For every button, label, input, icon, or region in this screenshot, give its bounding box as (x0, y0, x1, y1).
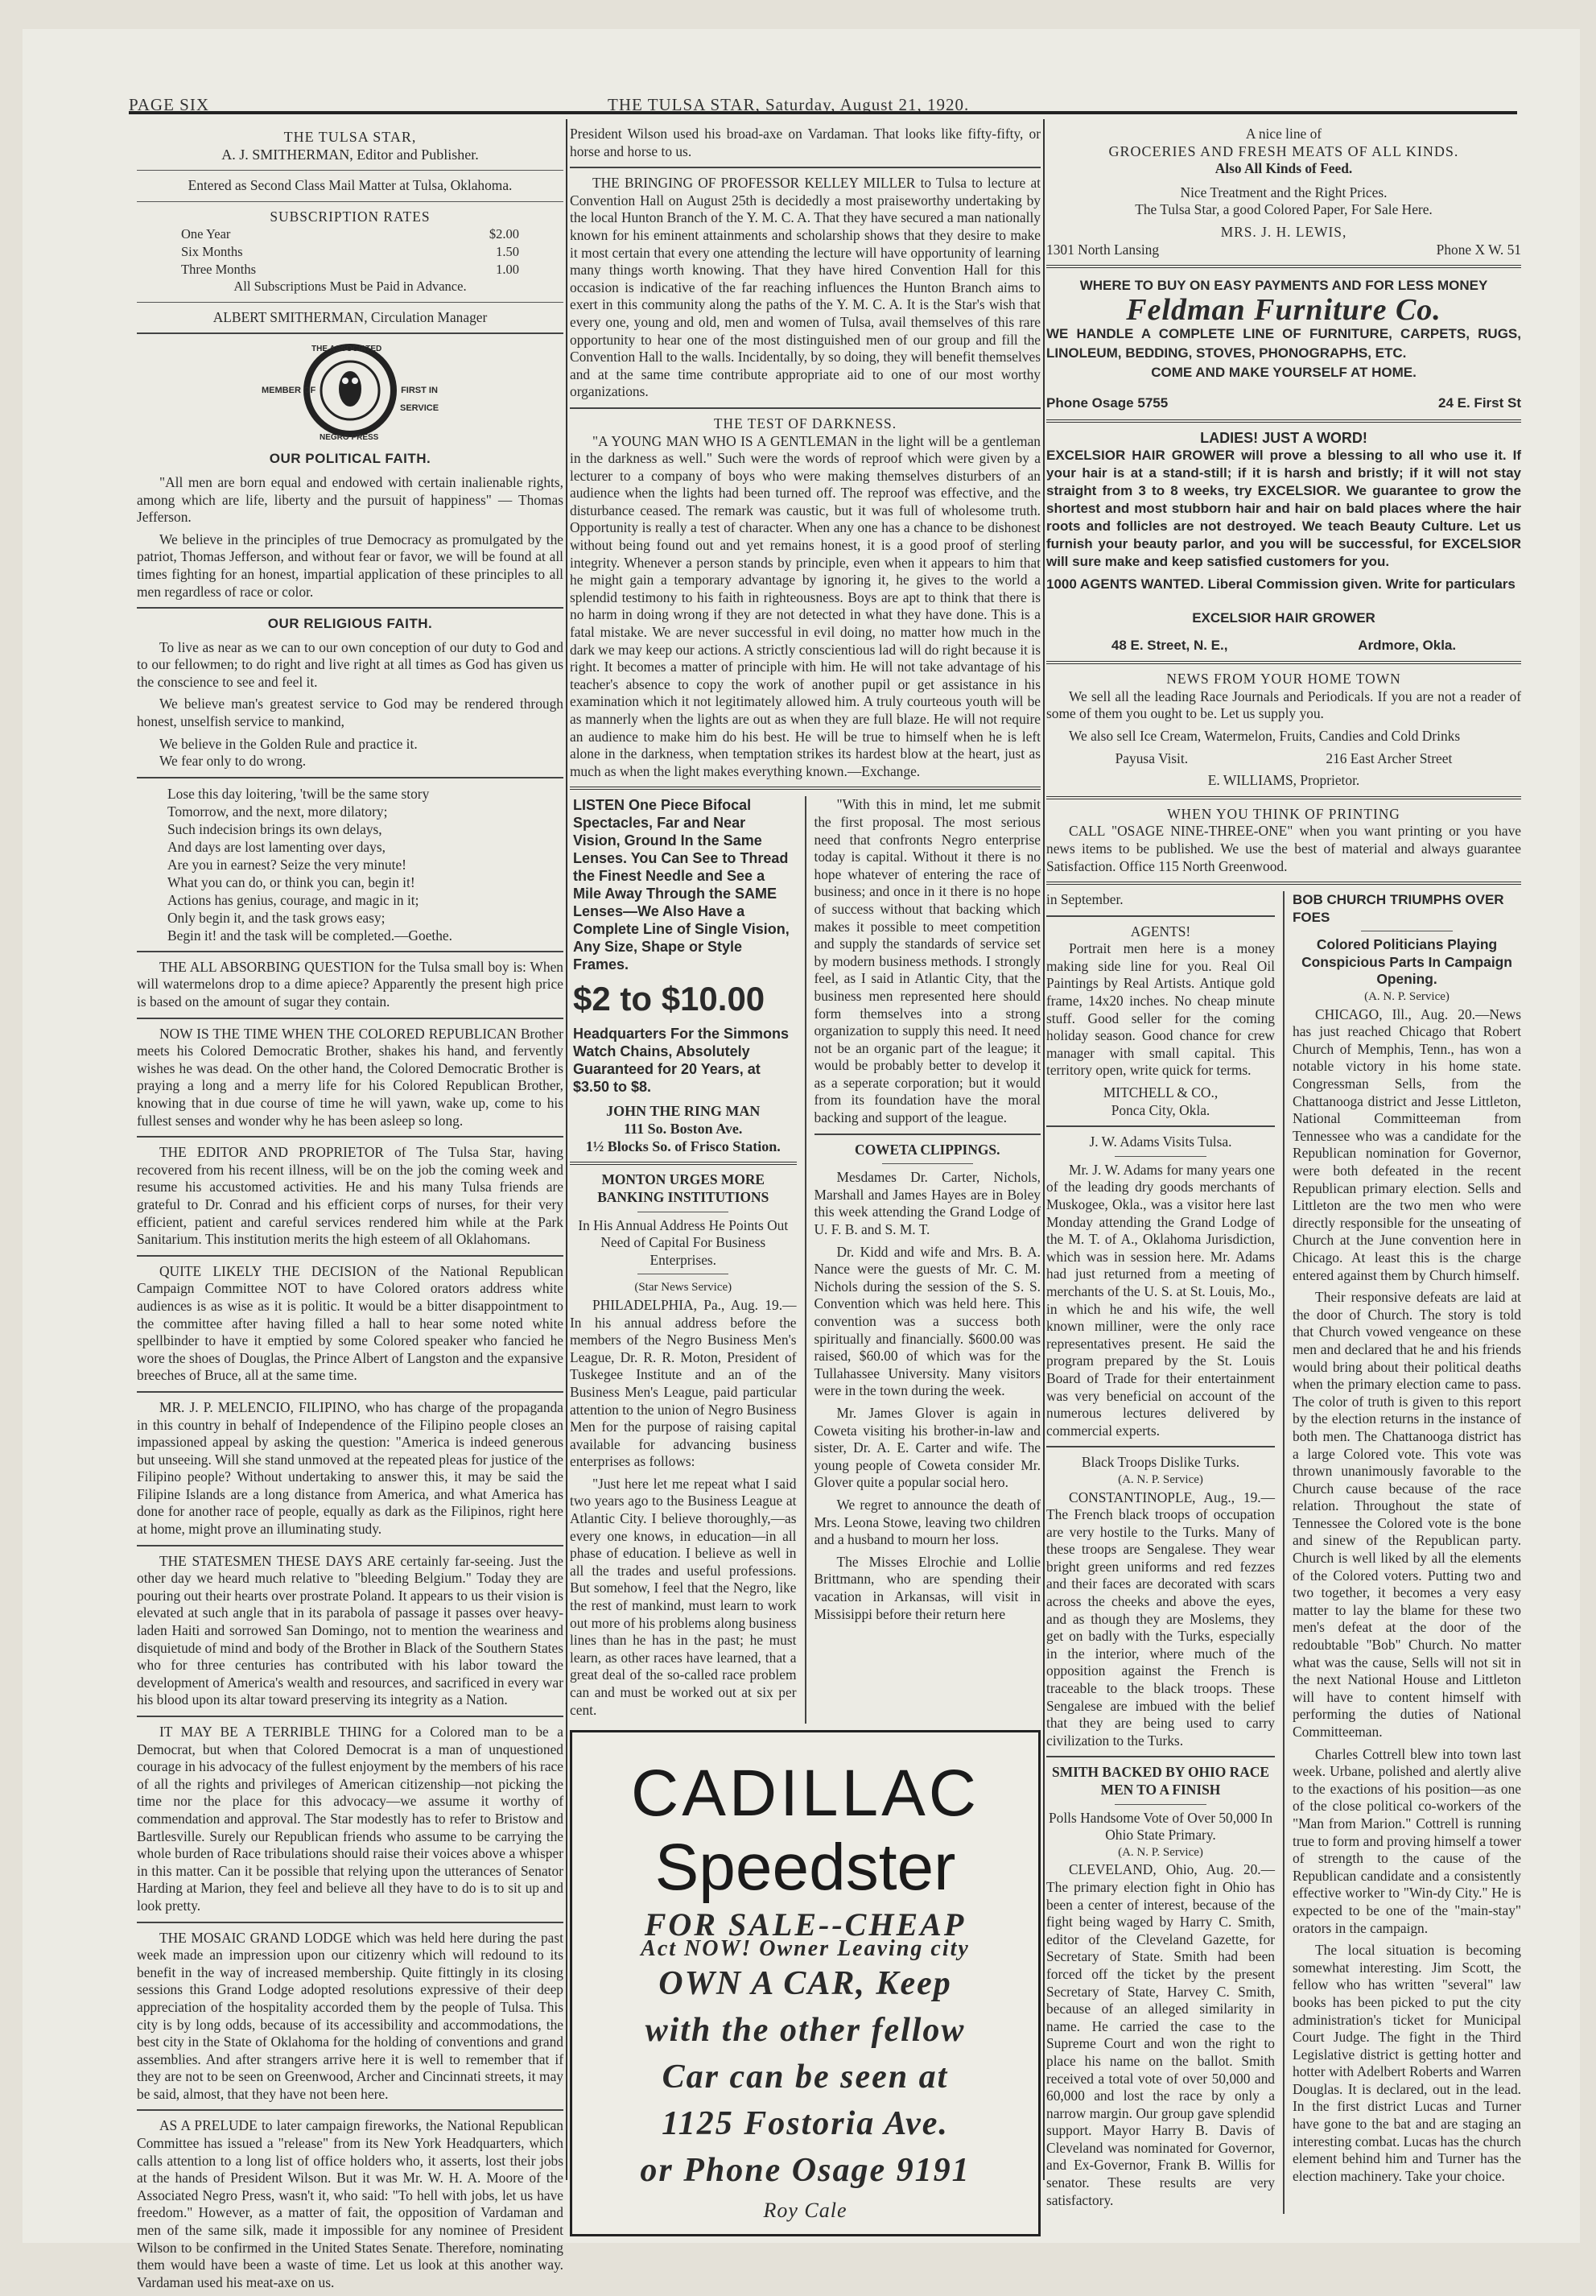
religious-faith-heading: OUR RELIGIOUS FAITH. (267, 616, 433, 632)
printing-ad (1046, 806, 1521, 875)
paragraph: The Misses Elrochie and Lollie Brittmann, who are spending their vacation in Arkansas, will visit in Missisippi before their return here (814, 1553, 1041, 1622)
poem-line: Actions has genius, courage, and magic in it; (167, 891, 419, 908)
masthead-rule (129, 111, 1517, 114)
poem-line: Tomorrow, and the next, more dilatory; (167, 803, 388, 820)
divider (137, 951, 563, 952)
paragraph: "All men are born equal and endowed with certain inalienable rights, among which are life, liberty and the pursuit of happiness" — Thomas Jefferson. (137, 473, 563, 526)
editorial-paragraph: THE ALL ABSORBING QUESTION for the Tulsa small boy is: When will watermelons drop to a dime apiece? Apparently the present high price is based on the amount of sugar they contain. (137, 958, 563, 1010)
church-subheadline: Colored Politicians Playing Conspicious Parts In Campaign Opening. (1301, 936, 1512, 988)
ad-line: Payusa Visit. (1115, 750, 1189, 766)
editorial-paragraph: THE STATESMEN THESE DAYS ARE certainly far-seeing. Just the other day we heard much relative to "bleeding Belgium." Today they are pouring out their hearts over prostrate Poland. It appears to us their vision is elevated at such angle that in its parabola of passage it passes over heavy-laden Haiti and sorrowed San Domingo, not to mention the weariness and disquietude of mind and body of the Brother in Black of the Southern States who for three centuries has contributed with his labor toward the development of America's wealth and resources, and sacrificed in every war his blood upon its altar toward preserving its integrity as a Nation. (137, 1552, 563, 1708)
divider (1046, 1756, 1275, 1757)
cadillac-urgency: Act NOW! Owner Leaving city (641, 1935, 970, 1961)
feldman-furniture-ad (1046, 276, 1521, 413)
church-headline: BOB CHURCH TRIUMPHS OVER FOES (1293, 892, 1504, 925)
paragraph: We regret to announce the death of Mrs. Leona Stowe, leaving two children and a husband to mourn her loss. (814, 1496, 1041, 1548)
ad-heading: WHEN YOU THINK OF PRINTING (1167, 805, 1400, 822)
column-2 (570, 119, 1041, 2236)
divider (137, 170, 563, 171)
news-service: (A. N. P. Service) (1118, 1472, 1203, 1486)
divider (137, 777, 563, 778)
editorial-paragraph: IT MAY BE A TERRIBLE THING for a Colored man to be a Democrat, but when that Colored Democrat is a man of unquestioned courage in his advocacy of the fullest enjoyment by the members of his race of all the rights and privileges of American citizenship—not picking the time nor the place for this advocacy—we assume it worthy of commendation and approval. The Star modestly has to refer to Bristow and Bartlesville. Surely our Republican friends who assume to be carrying the whole burden of Race tribulations should raise their voices above a whisper in this matter. Can it be possible that relying upon the utterances of Senator Harding at Marion, they feel and believe all they have to do is to sit up and look pretty. (137, 1724, 563, 1914)
excelsior-hair-ad (1046, 429, 1521, 655)
paragraph: Mesdames Dr. Carter, Nichols, Marshall and James Hayes are in Boley this week attending the Grand Lodge of U. F. B. and S. M. T. (814, 1169, 1041, 1238)
ad-city: Ardmore, Okla. (1358, 638, 1457, 654)
divider (137, 1255, 563, 1257)
ad-line: A nice line of (1245, 126, 1322, 142)
column-divider-1 (566, 119, 567, 2180)
ad-address: 1½ Blocks So. of Frisco Station. (585, 1138, 781, 1155)
ad-contact (1046, 394, 1521, 413)
poem-line: Only begin it, and the task grows easy; (167, 909, 386, 926)
divider (882, 1163, 973, 1164)
ad-lead: LISTEN (573, 797, 625, 814)
paragraph: Dr. Kidd and wife and Mrs. B. A. Nance were the guests of Mr. C. M. Nichols during the session of the S. S. Convention which was held here. This convention was a success both spiritually and financially. $600.00 was raised, $60.00 of which was for the Tullahassee University. Many visitors were in the town during the week. (814, 1243, 1041, 1399)
rates-title: SUBSCRIPTION RATES (270, 208, 431, 225)
editorial-paragraph: QUITE LIKELY THE DECISION of the National Republican Campaign Committee NOT to have Colored orators address white audiences is as wise as it is politic. It would be a bitter disappointment to the committee after having filled a hall to hear some noted white spellbinder to have it emptied by some Colored speaker who fancied he wore the shoes of Douglas, the Prince Albert of Langston and the expansive breeches of Bruce, all at the same time. (137, 1262, 563, 1384)
poem (161, 785, 563, 944)
circulation-manager: ALBERT SMITHERMAN, Circulation Manager (212, 308, 488, 325)
paragraph: CLEVELAND, Ohio, Aug. 20.—The primary election fight in Ohio has been a center of interest, because of the fight being waged by Harry C. Smith, editor of the Cleveland Gazette, for Secretary of State. Smith had been forced off the ticket by the present Secretary of State, Harvey C. Smith, because of an alleged similarity in name. He carried the case to the Supreme Court and won the right to place his name on the ballot. Smith received a total vote of over 50,000 and 60,000 and lost the race by only a narrow margin. Our group gave splendid support. Mayor Harry B. Davis of Cleveland was nominated for Governor, and Ex-Governor, Frank B. Willis for senator. These results are very satisfactory. (1046, 1861, 1275, 2208)
ad-price: $2 to $10.00 (573, 980, 765, 1018)
col2-left-subcolumn (570, 796, 797, 1724)
ad-city: Ponca City, Okla. (1111, 1101, 1210, 1118)
editorial-paragraph: "A YOUNG MAN WHO IS A GENTLEMAN in the light will be a gentleman in the darkness as well." Such were the words of reproof which were given by a lecturer to a company of boys who were making themselves disturbers of an audience when the lights had been turned off. The reproof was effective, and the disturbance ceased. The remark was caustic, but it was full of wholesome truth. Opportunity is really a test of character. When any one has a chance to be dishonest without being found out and yet remains honest, it is a good proof of sterling integrity. Whenever a person stands by principle, even when it appears to him that he might gain a temporary advantage by ignoring it, he gives to the world a splendid testimony to his faith in righteousness. Boys are apt to think that there is no harm in doing wrong if they are not detected in what they have done. This is a fatal mistake. We are never successful in evil doing, no matter how much in the dark we may keep our actions. A strictly conscientious lad will do right because it is right. It becomes a matter of principle with him. He will not take advantage of his teacher's absence to copy the work of another pupil or get assistance in his examination which it not legitimately allowed him. A truly courteous youth will be as mannerly when the lights are out as when they are full blaze. He will not require an audience to make him do his best. He will be true to himself when he is left alone in the darkness, when temptation strikes its hardest blow at the heart, just as much as when the light makes everything known.—Exchange. (570, 432, 1041, 779)
paragraph: We believe in the principles of true Democracy as promulgated by the patriot, Thomas Jefferson, and without fear or favor, we will be found at all times fighting for an honest, impartial application of these principles to all men regardless of race or color. (137, 531, 563, 600)
divider (137, 1716, 563, 1717)
ad-heading: NEWS FROM YOUR HOME TOWN (1166, 671, 1401, 688)
logo-top-text: THE ASSOCIATED (311, 345, 382, 354)
divider (814, 1134, 1041, 1135)
column-3 (1046, 119, 1521, 2214)
ad-text: One Piece Bifocal Spectacles, Far and Near Vision, Ground In the Same Lenses. You Can See to Thread the Finest Needle and See a Mile Away Through the SAME Lenses—We Also Have a Complete Line of Single Vision, Any Size, Shape or Style Frames. (573, 797, 790, 973)
ad-line: GROCERIES AND FRESH MEATS OF ALL KINDS. (1108, 142, 1459, 159)
col3-lower-section (1046, 891, 1521, 2214)
associated-negro-press-logo (262, 342, 439, 443)
ad-line: 1000 AGENTS WANTED. Liberal Commission given. Write for particulars (1046, 576, 1516, 593)
cadillac-sale: FOR SALE--CHEAP (644, 1906, 967, 1943)
paragraph: Mr. J. W. Adams for many years one of the leading dry goods merchants of Muskogee, Okla., was a visitor here last Monday attending the Grand Lodge of the M. T. of A., Oklahoma Jurisdiction, which was in session here. Mr. Adams had just returned from a meeting of merchants of the U. S. at St. Louis, Mo., in which he and his wife, the well known milliner, were the only race representatives present. He said the program prepared by the St. Louis Board of Trade for their entertainment was very beneficial on account of the numerous lectures delivered by commercial experts. (1046, 1161, 1275, 1439)
ad-address: 1301 North Lansing (1046, 241, 1160, 258)
divider (570, 1162, 797, 1165)
paragraph: President Wilson used his broad-axe on Vardaman. That looks like fifty-fifty, or horse and horse to us. (570, 126, 1041, 159)
poem-line: Lose this day loitering, 'twill be the same story (167, 785, 430, 802)
ad-address: 216 East Archer Street (1326, 750, 1453, 766)
agents-heading: AGENTS! (1130, 923, 1191, 939)
moton-headline: MONTON URGES MORE BANKING INSTITUTIONS (597, 1171, 769, 1205)
divider (137, 1922, 563, 1923)
divider (1046, 1125, 1275, 1127)
divider (1046, 882, 1521, 885)
ad-line: We also sell Ice Cream, Watermelon, Fruits, Candies and Cold Drinks (1069, 727, 1461, 744)
divider (1046, 915, 1275, 917)
cadillac-ad (570, 1730, 1041, 2236)
cadillac-address: 1125 Fostoria Ave. (662, 2105, 949, 2143)
coweta-heading: COWETA CLIPPINGS. (855, 1141, 1000, 1158)
paragraph: in September. (1046, 891, 1124, 908)
paragraph: PHILADELPHIA, Pa., Aug. 19.—In his annual address before the members of the Negro Business Men's League, Dr. R. R. Moton, President of Tuskegee Institute and an of the Business Men's League, paid particular attention to the union of Negro Business Men for the purpose of raising capital available for advancing business enterprises as follows: (570, 1296, 797, 1470)
subcolumn-divider (1283, 891, 1285, 2214)
ad-name: JOHN THE RING MAN (606, 1103, 761, 1120)
rate-row: One Year $2.00 (181, 226, 519, 242)
rate-row: Three Months 1.00 (181, 261, 519, 277)
ad-contact (1046, 750, 1521, 768)
col2-lower-section (570, 796, 1041, 1724)
ad-address: 48 E. Street, N. E., (1111, 638, 1228, 654)
divider (137, 332, 563, 334)
subcolumn-divider (805, 796, 806, 1724)
page-number: PAGE SIX (129, 95, 209, 114)
poem-line: Such indecision brings its own delays, (167, 820, 382, 837)
smith-subheadline: Polls Handsome Vote of Over 50,000 In Ohio State Primary. (1048, 1809, 1273, 1844)
divider (570, 167, 1041, 168)
subscription-rates (181, 225, 519, 295)
paragraph: To live as near as we can to our own conception of our duty to God and to our fellowmen; to do right and live right at all times as God has given us the conscience to see and feel it. (137, 638, 563, 690)
paragraph: CHICAGO, Ill., Aug. 20.—News has just reached Chicago that Robert Church of Memphis, Tenn., has won a notable victory in his home state. Congressman Sells, from the Chattanooga district and Jesse Littleton, National Committeeman from Tennessee who was a candidate for the Republican nomination for Governor, were both defeated in the recent Republican primary election. Sells and Littleton are the two men who were directly responsible for the unseating of Church at the June convention here in Chicago. At least this is the charge entered against them by Church himself. (1293, 1006, 1521, 1283)
poem-line: And days are lost lamenting over days, (167, 838, 386, 855)
cadillac-seller: Roy Cale (763, 2199, 847, 2223)
cadillac-model: Speedster (654, 1831, 956, 1905)
paragraph: Mr. James Glover is again in Coweta visiting his brother-in-law and sister, Dr. A. E. Carter and wife. The young people of Coweta consider Mr. Glover quite a popular social hero. (814, 1404, 1041, 1491)
ad-line: The Tulsa Star, a good Colored Paper, For Sale Here. (1135, 201, 1433, 218)
editorial-paragraph: MR. J. P. MELENCIO, FILIPINO, who has charge of the propaganda in this country in behalf of Independence of the Filipino people closes an impassioned appeal by asking the question: "America is indeed generous but unseeing. Will she stand unmoved at the repeated pleas for justice of the Filipino people? Without undertaking to answer this, it may be said the Filipine Islands are a long distance from America, and what America has done for another race of people, equally as dark as the Filipinos, right here at home, might prove an illuminating study. (137, 1398, 563, 1538)
logo-member-text: MEMBER OF (262, 386, 316, 396)
news-service: (A. N. P. Service) (1364, 990, 1450, 1004)
paragraph: "With this in mind, let me submit the first proposal. The most serious need that confronts Negro enterprise today is capital. Without it there is no hope whatever of entering the race of business; and once in it there is no hope of success without that backing which makes it possible to meet competition and supply the standards of service set by modern business methods. I strongly feel, as I said in Atlantic City, that the business men represented here should form themselves into a strong organization to supply this need. It need not be an organic part of the league; it would be probably better to develop it as a seperate corporation; but it would from its foundation have the moral backing and support of the league. (814, 796, 1041, 1126)
cadillac-location-label: Car can be seen at (662, 2059, 949, 2096)
paragraph: We believe man's greatest service to God may be rendered through honest, unselfish service to mankind, (137, 696, 563, 730)
ad-owner: MRS. J. H. LEWIS, (1220, 223, 1347, 240)
editorial-paragraph: AS A PRELUDE to later campaign fireworks, the National Republican Committee has issued a "release" from its New York Headquarters, which calls attention to a long list of office holders who, it asserts, lost their jobs at the hands of President Wilson. But it was Mr. W. H. A. Moore of the Associated Negro Press, wasn't it, who said: "To hell with jobs, let us have freedom." However, as a matter of fait, the opposition of Vardaman and men of the same silk, made it impossible for any nominee of President Wilson to be confirmed in the United States Senate. Therefore, nominating them would have been a waste of time. Let us look at this another way. Vardaman used his meat-axe on us. (137, 2117, 563, 2290)
ad-contact (1046, 637, 1521, 655)
divider (1115, 1804, 1206, 1805)
ad-line: We sell all the leading Race Journals and Periodicals. If you are not a reader of some of them you ought to be. Let us supply you. (1046, 688, 1521, 722)
paragraph: CONSTANTINOPLE, Aug., 19.—The French black troops of occupation are very hostile to the Turks. Many of these troops are Sengalese. They wear bright green uniforms and red fezzes and their faces are decorated with scars across the cheeks and above the eyes, and as though they are Moslems, they get on badly with the Turks, especially in the interior, where much of the opposition against the French is traceable to the black troops. These Sengalese are imbued with the belief that they are being used to carry civilization to the Turks. (1046, 1489, 1275, 1749)
divider (137, 2109, 563, 2111)
ring-man-ad (570, 796, 797, 1155)
ad-line: Also All Kinds of Feed. (1215, 160, 1353, 177)
divider (137, 1545, 563, 1546)
col3-left-subcolumn (1046, 891, 1275, 2214)
logo-bottom-text: NEGRO PRESS (320, 433, 379, 443)
adams-heading: J. W. Adams Visits Tulsa. (1089, 1134, 1232, 1150)
rate-row: Six Months 1.50 (181, 243, 519, 259)
paragraph: The local situation is becoming somewhat interesting. Jim Scott, the fellow who has written "several" law books has been picked to put the city administration's ticket for Municipal Court Judge. The fight in the Third Legislative district is getting hotter and hotter with Adelbert Roberts and Warren Douglas. It is declared, out in the lead. In the first district Lucas and Turner have gone to the bat and are staging an interesting combat. Lucas has the church element behind him and Turner has the election machinery. Take your choice. (1293, 1942, 1521, 2184)
ad-body: Headquarters For the Simmons Watch Chains, Absolutely Guaranteed for 20 Years, at $3.50 to $8. (573, 1026, 790, 1096)
lewis-grocery-ad (1046, 126, 1521, 258)
paper-name: THE TULSA STAR, (283, 129, 417, 145)
political-faith-heading: OUR POLITICAL FAITH. (269, 451, 431, 467)
ad-name: EXCELSIOR HAIR GROWER (1192, 610, 1375, 626)
ad-heading: LADIES! JUST A WORD! (1200, 430, 1367, 447)
col3-right-subcolumn (1293, 891, 1521, 2214)
ad-body: CALL "OSAGE NINE-THREE-ONE" when you want printing or you have news items to be published. We use the best of material and always guarantee Satisfaction. Office 115 North Greenwood. (1046, 823, 1521, 874)
col2-right-subcolumn (814, 796, 1041, 1724)
divider (137, 302, 563, 303)
ad-line: COME AND MAKE YOURSELF AT HOME. (1151, 365, 1417, 381)
poem-line: What you can do, or think you can, begin it! (167, 873, 415, 890)
darkness-heading: THE TEST OF DARKNESS. (713, 415, 897, 432)
paragraph: We fear only to do wrong. (159, 753, 307, 770)
divider (137, 1391, 563, 1393)
cadillac-slogan: OWN A CAR, Keep (658, 1965, 952, 2003)
poem-line: Begin it! and the task will be completed.—Goethe. (167, 927, 453, 944)
divider (137, 1018, 563, 1019)
divider (137, 607, 563, 609)
rates-note: All Subscriptions Must be Paid in Advance. (233, 279, 467, 295)
ad-proprietor: E. WILLIAMS, Proprietor. (1207, 772, 1360, 789)
feldman-name: Feldman Furniture Co. (1126, 293, 1441, 328)
paragraph: Portrait men here is a money making side line for you. Real Oil Paintings by Real Artists. Antique gold frame, 14x20 inches. No cheap minute stuff. Good seller for the coming holiday season. Good chance for crew manager with small capital. This territory open, write quick for terms. (1046, 940, 1275, 1079)
editorial-paragraph: THE BRINGING OF PROFESSOR KELLEY MILLER to Tulsa to lecture at Convention Hall on August 25th is decidedly a most praiseworthy undertaking by the local Hunton Branch of the Y. M. C. A. That they have secured a man nationally known for his eminent attainments and scholarship shows that they desire to make it most certain that every one attending the lecture will have opportunity of learning many things worth knowing. That they have hired Convention Hall for this occasion is indicative of the far reaching influences the Hunton Branch aims to exert in this community along the paths of the Y. M. C. A. It is the Star's wish that every one, young and old, men and women of Tulsa, avail themselves of this rare opportunity to hear one of the most distinguished men of our group and fill the Convention Hall to the walls. Incidentally, by so doing, they will benefit themselves and at the same time contribute appropriate aid to one of our most worthy organizations. (570, 175, 1041, 400)
divider (137, 201, 563, 202)
cadillac-title: CADILLAC (630, 1757, 980, 1831)
divider (1046, 796, 1521, 799)
smith-headline: SMITH BACKED BY OHIO RACE MEN TO A FINISH (1052, 1764, 1269, 1798)
ad-address: 24 E. First St (1438, 395, 1521, 411)
ad-address: 111 So. Boston Ave. (624, 1121, 743, 1138)
divider (1046, 661, 1521, 664)
ad-body: EXCELSIOR HAIR GROWER will prove a blessing to all who use it. If your hair is at a stand-still; if it is harsh and bristly; if it will not stay straight from 3 to 8 weeks, try EXCELSIOR. We guarantee to grow the shortest and most stubborn hair and hair on bald places where the hair roots and follicles are not destroyed. We teach Beauty Culture. Let us furnish your beauty parlor, and you will be successful, for EXCELSIOR will sure make and keep satisfied customers for you. (1046, 448, 1521, 570)
ad-line: WHERE TO BUY ON EASY PAYMENTS AND FOR LESS MONEY (1079, 278, 1488, 294)
turks-heading: Black Troops Dislike Turks. (1081, 1454, 1240, 1471)
ad-name: MITCHELL & CO., (1103, 1084, 1219, 1101)
ad-line: Nice Treatment and the Right Prices. (1180, 184, 1388, 200)
divider (137, 1136, 563, 1138)
divider (1046, 1446, 1275, 1447)
cadillac-phone: or Phone Osage 9191 (640, 2152, 971, 2190)
paragraph: "Just here let me repeat what I said two years ago to the Business League at Atlantic City. I believe thoroughly,—as every one knows, in education—in all phase of education. I believe as well in all the trades and useful professions. But somehow, I feel that the Negro, like the rest of mankind, must learn to work out more of his problems along business lines than he has in the past; he must learn, as other races have learned, that a great deal of the so-called race problem can and must be worked out at six per cent. (570, 1475, 797, 1718)
paragraph: We believe in the Golden Rule and practice it. (159, 735, 418, 752)
cadillac-slogan: with the other fellow (645, 2012, 966, 2050)
newspaper-dateline: THE TULSA STAR, Saturday, August 21, 1920. (608, 95, 970, 114)
column-1 (137, 119, 563, 2296)
poem-line: Are you in earnest? Seize the very minute! (167, 856, 406, 873)
news-service: (A. N. P. Service) (1118, 1845, 1203, 1859)
mail-entry-line: Entered as Second Class Mail Matter at Tulsa, Oklahoma. (188, 177, 513, 194)
paragraph: Their responsive defeats are laid at the door of Church. The story is told that Church vowed vengeance on these men and declared that he and his friends would bring about their political deaths when the primary election came to pass. The color of truth is given to this report by the election returns in the instance of both men. The Chattanooga district has a large Colored vote. This vote was thrown unanimously favorable to the Church cause because of the race relation. Throughout the state of Tennessee the Colored vote is the bone and sinew of the Republican party. Church is well liked by all the elements of the Colored voters. Putting two and two together, it becomes a very easy matter to lay the blame for these two men's defeat at the door of the redoubtable "Bob" Church. No matter what was the cause, Sells will not sit in the next National House and Littleton will have to content himself with performing the duties of National Committeeman. (1293, 1289, 1521, 1740)
logo-first-text: FIRST IN SERVICE (400, 386, 439, 413)
paragraph: Charles Cottrell blew into town last week. Urbane, polished and alertly alive to the exactions of his position—as one of the close political co-workers of the "Man from Marion." Cottrell is running true to form and proving himself a tower of strength to the cause of the Republican candidate and a consistently effective worker to "Win-dy City." He is expected to be one of the "main-stay" orators in the campaign. (1293, 1745, 1521, 1936)
ad-phone: Phone X W. 51 (1436, 241, 1521, 258)
divider (1046, 419, 1521, 423)
divider (1046, 265, 1521, 268)
ad-line: WE HANDLE A COMPLETE LINE OF FURNITURE, CARPETS, RUGS, LINOLEUM, BEDDING, STOVES, PHONOGRAPHS, ETC. (1046, 326, 1521, 361)
column-divider-2 (1043, 119, 1045, 2180)
divider (570, 407, 1041, 409)
editorial-paragraph: THE MOSAIC GRAND LODGE which was held here during the past week made an impression upon our citizenry which will redound to its benefit in the way of increased membership. Quite fittingly in its closing sessions this Grand Lodge adopted resolutions expressive of their deep appreciation of the hospitality accorded them by the people of Tulsa. This city is by long odds, because of its accessibility and accommodations, the best city in the State of Oklahoma for the holding of conventions and grand assemblies. And after strangers arrive here it is well to remember that if they are not to be seen on Greenwood, Archer and Cincinnati streets, it may be said, almost, that they have not been here. (137, 1929, 563, 2102)
editorial-paragraph: NOW IS THE TIME WHEN THE COLORED REPUBLICAN Brother meets his Colored Democratic Brother, shakes his hand, and fervently wishes he was dead. On the other hand, the Colored Democratic Brother is praying a long and a merry life for his Colored Republican Brother, knowing that in due course of time he will yawn, wake up, come to his fullest senses and wonder why he has been asleep so long. (137, 1025, 563, 1129)
news-home-town-ad (1046, 671, 1521, 790)
ad-contact (1046, 242, 1521, 259)
divider (570, 787, 1041, 790)
editor-line: A. J. SMITHERMAN, Editor and Publisher. (221, 146, 479, 163)
divider (1115, 1156, 1206, 1157)
editorial-paragraph: THE EDITOR AND PROPRIETOR of The Tulsa Star, having recovered from his recent illness, will be on the job the coming week and resume his accustomed activities. He and his many Tulsa friends are grateful to Dr. Conrad and his efficient corps of nurses, for their very efficient, patient and careful services rendered him while at the Park Sanitarium. This institution merits the high esteem of all Oklahomans. (137, 1144, 563, 1248)
moton-subheadline: In His Annual Address He Points Out Need of Capital For Business Enterprises. (578, 1216, 789, 1268)
ad-phone: Phone Osage 5755 (1046, 395, 1169, 411)
news-service: (Star News Service) (634, 1281, 732, 1295)
